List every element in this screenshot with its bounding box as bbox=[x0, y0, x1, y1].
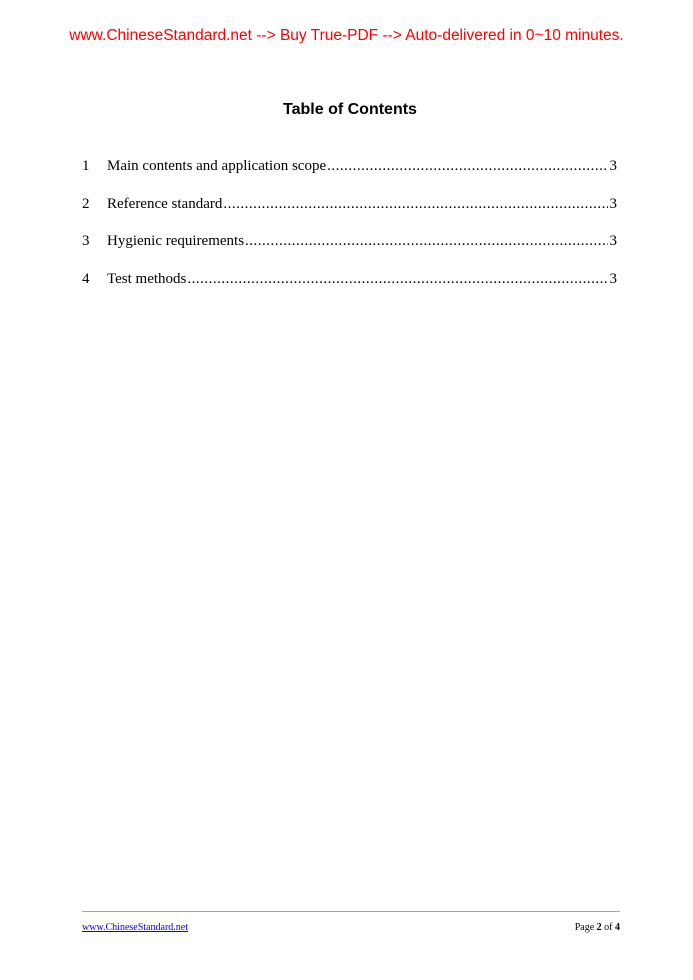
toc-title: Table of Contents bbox=[283, 101, 417, 118]
page-of: of bbox=[601, 922, 615, 933]
toc-entry-page: 3 bbox=[609, 158, 617, 174]
toc-entry-number: 1 bbox=[82, 158, 90, 174]
page-current: 2 bbox=[596, 922, 602, 933]
toc-entry-number: 2 bbox=[82, 195, 90, 212]
toc-entry-3[interactable] bbox=[82, 233, 617, 252]
toc-entry-1[interactable] bbox=[82, 158, 617, 177]
footer-page-number bbox=[575, 922, 620, 933]
toc-entry-number: 4 bbox=[82, 270, 90, 287]
toc-entry-2[interactable] bbox=[82, 196, 617, 215]
toc-entry-text: Main contents and application scope bbox=[107, 158, 327, 174]
toc-dot-leader bbox=[223, 196, 607, 213]
toc-entry-text: Test methods bbox=[107, 270, 187, 287]
toc-entry-page: 3 bbox=[609, 195, 617, 212]
toc-dot-leader bbox=[187, 271, 607, 288]
toc-dot-leader bbox=[245, 233, 607, 250]
footer-divider bbox=[82, 911, 620, 912]
toc-entry-4[interactable] bbox=[82, 271, 617, 290]
toc-entry-text: Reference standard bbox=[107, 195, 223, 212]
footer-website-link[interactable]: www.ChineseStandard.net bbox=[82, 922, 188, 933]
toc-dot-leader bbox=[327, 158, 607, 175]
toc-entry-page: 3 bbox=[609, 270, 617, 287]
page-prefix: Page bbox=[574, 922, 597, 933]
toc-entry-page: 3 bbox=[609, 233, 617, 249]
toc-entry-text: Hygienic requirements bbox=[107, 233, 245, 249]
toc-entry-number: 3 bbox=[82, 233, 90, 249]
promo-banner-link[interactable]: www.ChineseStandard.net --> Buy True-PDF --> Auto-delivered in 0~10 minutes. bbox=[69, 27, 624, 44]
toc-list bbox=[82, 158, 617, 308]
page-total: 4 bbox=[615, 922, 620, 933]
